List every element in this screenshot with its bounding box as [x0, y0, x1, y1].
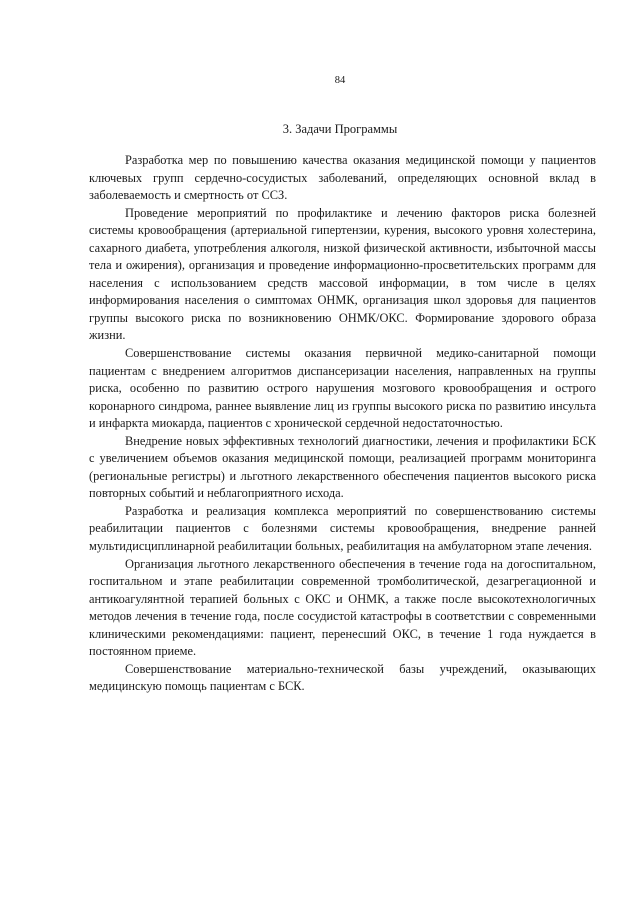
- paragraph-drug-provision: Организация льготного лекарственного обеспечения в течение года на догоспитальном, госпитальном и этапе реабилитации современной тромболитической, дезагрегационной и антикоагулянтной терапией больных с ОКС и ОНМК, а также после высокотехнологичных методов лечения в течение года, после сосудистой катастрофы в соответствии с современными клиническими рекомендациями: пациент, перенесший ОКС, в течение 1 года нуждается в постоянном приеме.: [89, 556, 596, 659]
- section-title: 3. Задачи Программы: [282, 122, 398, 136]
- paragraph-quality-of-care: Разработка мер по повышению качества оказания медицинской помощи у пациентов ключевых групп сердечно-сосудистых заболеваний, определяющих основной вклад в заболеваемость и смертность от ССЗ.: [89, 153, 596, 203]
- paragraph-primary-care: Совершенствование системы оказания первичной медико-санитарной помощи пациентам с внедрением алгоритмов диспансеризации населения, направленных на группы риска, особенно по развитию острого нарушения мозгового кровообращения и острого коронарного синдрома, раннее выявление лиц из группы высокого риска по развитию инсульта и инфаркта миокарда, пациентов с хронической сердечной недостаточностью.: [89, 346, 596, 431]
- page-number: 84: [334, 75, 346, 86]
- paragraph-risk-factor-prevention: Проведение мероприятий по профилактике и лечению факторов риска болезней системы кровообращения (артериальной гипертензии, курения, высокого уровня холестерина, сахарного диабета, употребления алкоголя, низкой физической активности, избыточной массы тела и ожирения), организация и проведение информационно-просветительских программ для населения с использованием средств массовой информации, в том числе в целях информирования населения о симптомах ОНМК, организация школ здоровья для пациентов группы высокого риска по возникновению ОНМК/ОКС. Формирование здорового образа жизни.: [89, 205, 596, 343]
- paragraph-material-base: Совершенствование материально-технической базы учреждений, оказывающих медицинскую помощь пациентам с БСК.: [89, 661, 596, 694]
- section-body: [89, 152, 596, 696]
- paragraph-new-technologies: Внедрение новых эффективных технологий диагностики, лечения и профилактики БСК с увеличением объемов оказания медицинской помощи, реализацией программ мониторинга (региональные регистры) и льготного лекарственного обеспечения пациентов высокого риска повторных событий и неблагоприятного исхода.: [89, 433, 596, 501]
- paragraph-rehabilitation: Разработка и реализация комплекса мероприятий по совершенствованию системы реабилитации пациентов с болезнями системы кровообращения, внедрение ранней мультидисциплинарной реабилитации больных, реабилитация на амбулаторном этапе лечения.: [89, 503, 596, 554]
